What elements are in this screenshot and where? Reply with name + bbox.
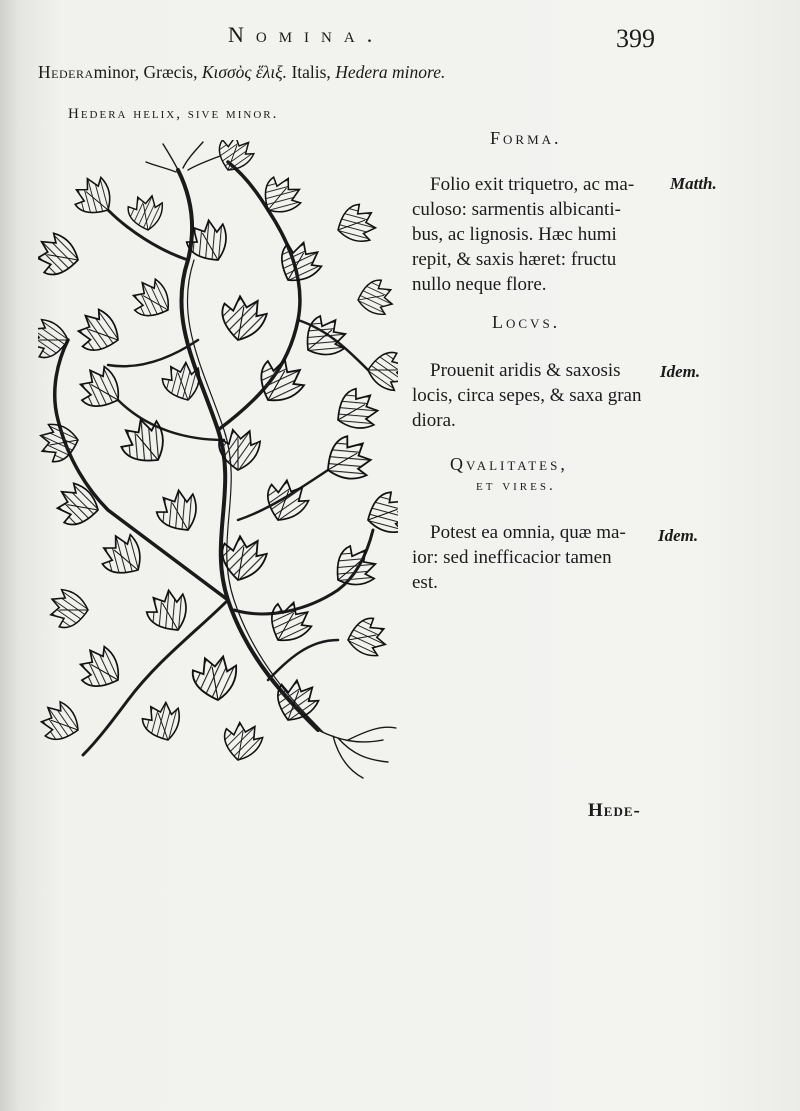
nomina-greek-name: Κισσὸς ἕλιξ. [201,62,288,82]
nomina-italian-name: Hedera minore. [335,62,446,82]
qualitates-paragraph [412,520,626,595]
margin-source-idem: Idem. [660,362,701,381]
margin-source-idem: Idem. [658,526,699,545]
plant-title: Hedera helix, sive minor. [68,106,279,122]
catchword: Hede- [588,800,641,821]
text-line: culoso: sarmentis albicanti- [412,199,621,220]
section-heading-locus: Locvs. [492,312,561,332]
running-title: Nomina. [228,22,385,47]
section-heading-forma: Forma. [490,128,562,148]
nomina-line [38,62,445,83]
section-heading-vires: et vires. [476,478,556,494]
text-line: Prouenit aridis & saxosis [430,360,621,381]
margin-source-matthiolus: Matth. [670,174,717,193]
text-line: bus, ac lignosis. Hæc humi [412,224,617,245]
text-line: Potest ea omnia, quæ ma- [430,522,626,543]
section-heading-qualitates: Qvalitates, [450,454,568,474]
text-line: ior: sed inefficacior tamen [412,547,612,568]
nomina-italis-label: Italis, [287,62,336,82]
text-line: repit, & saxis hæret: fructu [412,249,617,270]
page-number: 399 [616,24,655,53]
ivy-woodcut-illustration [38,140,398,780]
forma-paragraph [412,172,634,297]
locus-paragraph [412,358,642,433]
text-line: diora. [412,410,456,431]
text-line: locis, circa sepes, & saxa gran [412,385,642,406]
nomina-latin: Hedera [38,62,94,82]
nomina-graecis-label: minor, Græcis, [93,62,202,82]
text-line: nullo neque flore. [412,274,547,295]
text-line: est. [412,572,438,593]
text-line: Folio exit triquetro, ac ma- [430,174,635,195]
